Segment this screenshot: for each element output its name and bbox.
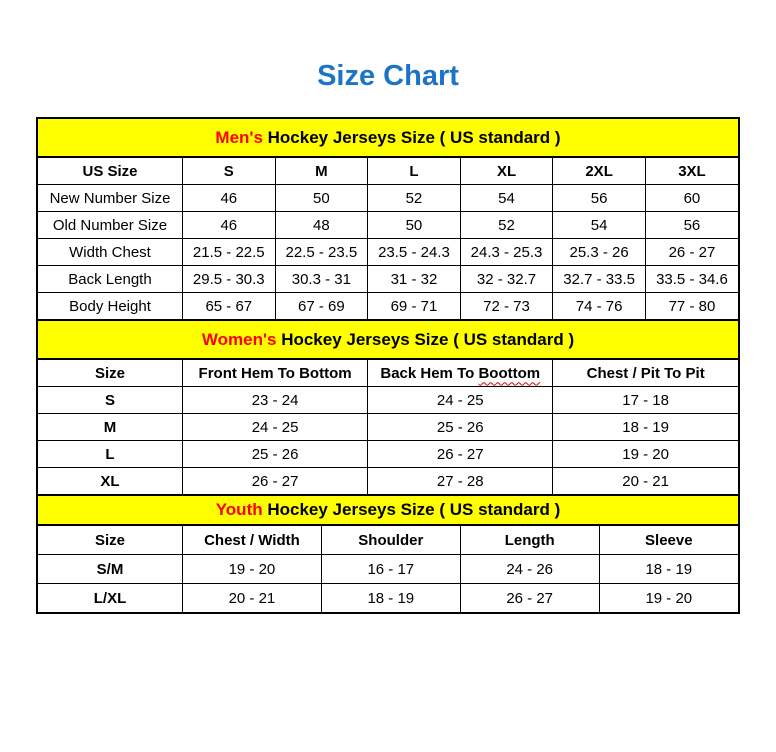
column-header: Front Hem To Bottom (183, 360, 368, 387)
womens-banner-accent-text: Women's (201, 329, 277, 349)
table-cell: 18 - 19 (553, 414, 738, 441)
table-cell: 54 (460, 185, 553, 212)
table-cell: 24 - 26 (460, 555, 599, 584)
table-cell: 26 - 27 (645, 239, 738, 266)
mens-size-table (38, 158, 738, 319)
table-cell: 50 (275, 185, 368, 212)
table-cell: 48 (275, 212, 368, 239)
table-cell: 17 - 18 (553, 387, 738, 414)
table-cell: S/M (38, 555, 183, 584)
table-cell: 22.5 - 23.5 (275, 239, 368, 266)
table-cell: 25 - 26 (183, 441, 368, 468)
womens-section (38, 319, 738, 494)
womens-banner-rest-text: Hockey Jerseys Size ( US standard ) (276, 329, 575, 349)
size-chart-page (0, 60, 776, 614)
column-header: 3XL (645, 158, 738, 185)
table-cell: 74 - 76 (553, 293, 646, 320)
table-cell: 27 - 28 (368, 468, 553, 495)
size-chart-tables (36, 117, 740, 614)
youth-section (38, 494, 738, 612)
table-cell: 32 - 32.7 (460, 266, 553, 293)
table-cell: Old Number Size (38, 212, 183, 239)
column-header: Shoulder (321, 526, 460, 555)
column-header: Length (460, 526, 599, 555)
womens-size-table (38, 360, 738, 494)
table-row (38, 212, 738, 239)
table-row (38, 555, 738, 584)
table-cell: 24 - 25 (183, 414, 368, 441)
mens-section-banner (38, 119, 738, 158)
table-cell: New Number Size (38, 185, 183, 212)
table-row (38, 414, 738, 441)
table-row (38, 441, 738, 468)
table-cell: 77 - 80 (645, 293, 738, 320)
table-cell: 23.5 - 24.3 (368, 239, 461, 266)
table-cell: 65 - 67 (183, 293, 276, 320)
table-cell: Body Height (38, 293, 183, 320)
table-cell: 24.3 - 25.3 (460, 239, 553, 266)
table-cell: 25 - 26 (368, 414, 553, 441)
table-cell: 20 - 21 (183, 584, 322, 613)
youth-size-table (38, 526, 738, 612)
header-text: Back Hem To (380, 364, 479, 382)
table-row (38, 185, 738, 212)
misspelled-word: Boottom (478, 364, 541, 382)
womens-section-banner (38, 319, 738, 360)
table-row (38, 239, 738, 266)
mens-banner-rest-text: Hockey Jerseys Size ( US standard ) (262, 127, 561, 147)
table-cell: L (38, 441, 183, 468)
header-row (38, 526, 738, 555)
header-row (38, 158, 738, 185)
column-header: L (368, 158, 461, 185)
table-cell: 32.7 - 33.5 (553, 266, 646, 293)
table-cell: 23 - 24 (183, 387, 368, 414)
table-cell: S (38, 387, 183, 414)
table-cell: 20 - 21 (553, 468, 738, 495)
table-cell: 50 (368, 212, 461, 239)
column-header: US Size (38, 158, 183, 185)
table-row (38, 387, 738, 414)
column-header: Sleeve (599, 526, 738, 555)
table-cell: 56 (645, 212, 738, 239)
column-header: 2XL (553, 158, 646, 185)
table-cell: 19 - 20 (183, 555, 322, 584)
table-cell: 60 (645, 185, 738, 212)
table-cell: 52 (460, 212, 553, 239)
column-header: Size (38, 526, 183, 555)
column-header: Size (38, 360, 183, 387)
table-row (38, 293, 738, 320)
table-cell: 31 - 32 (368, 266, 461, 293)
table-row (38, 584, 738, 613)
table-cell: M (38, 414, 183, 441)
table-cell: 46 (183, 185, 276, 212)
table-row (38, 266, 738, 293)
table-cell: 25.3 - 26 (553, 239, 646, 266)
table-cell: L/XL (38, 584, 183, 613)
table-cell: 19 - 20 (553, 441, 738, 468)
youth-section-banner (38, 494, 738, 526)
table-row (38, 468, 738, 495)
mens-banner-accent-text: Men's (215, 127, 263, 147)
page-title: Size Chart (317, 60, 459, 92)
header-row (38, 360, 738, 387)
table-cell: 54 (553, 212, 646, 239)
table-cell: 56 (553, 185, 646, 212)
table-cell: 72 - 73 (460, 293, 553, 320)
youth-banner-accent-text: Youth (215, 500, 263, 519)
table-cell: 18 - 19 (599, 555, 738, 584)
column-header: M (275, 158, 368, 185)
table-cell: 21.5 - 22.5 (183, 239, 276, 266)
table-cell: 30.3 - 31 (275, 266, 368, 293)
table-cell: 16 - 17 (321, 555, 460, 584)
column-header: XL (460, 158, 553, 185)
youth-banner-rest-text: Hockey Jerseys Size ( US standard ) (262, 500, 561, 519)
table-cell: 24 - 25 (368, 387, 553, 414)
table-cell: 18 - 19 (321, 584, 460, 613)
column-header: Chest / Pit To Pit (553, 360, 738, 387)
table-cell: 26 - 27 (368, 441, 553, 468)
table-cell: 29.5 - 30.3 (183, 266, 276, 293)
table-cell: 19 - 20 (599, 584, 738, 613)
table-cell: Back Length (38, 266, 183, 293)
table-cell: 52 (368, 185, 461, 212)
table-cell: 33.5 - 34.6 (645, 266, 738, 293)
column-header: S (183, 158, 276, 185)
table-cell: XL (38, 468, 183, 495)
table-cell: 67 - 69 (275, 293, 368, 320)
column-header (368, 360, 553, 387)
table-cell: 69 - 71 (368, 293, 461, 320)
column-header: Chest / Width (183, 526, 322, 555)
mens-section (38, 119, 738, 319)
table-cell: Width Chest (38, 239, 183, 266)
table-cell: 46 (183, 212, 276, 239)
table-cell: 26 - 27 (460, 584, 599, 613)
table-cell: 26 - 27 (183, 468, 368, 495)
